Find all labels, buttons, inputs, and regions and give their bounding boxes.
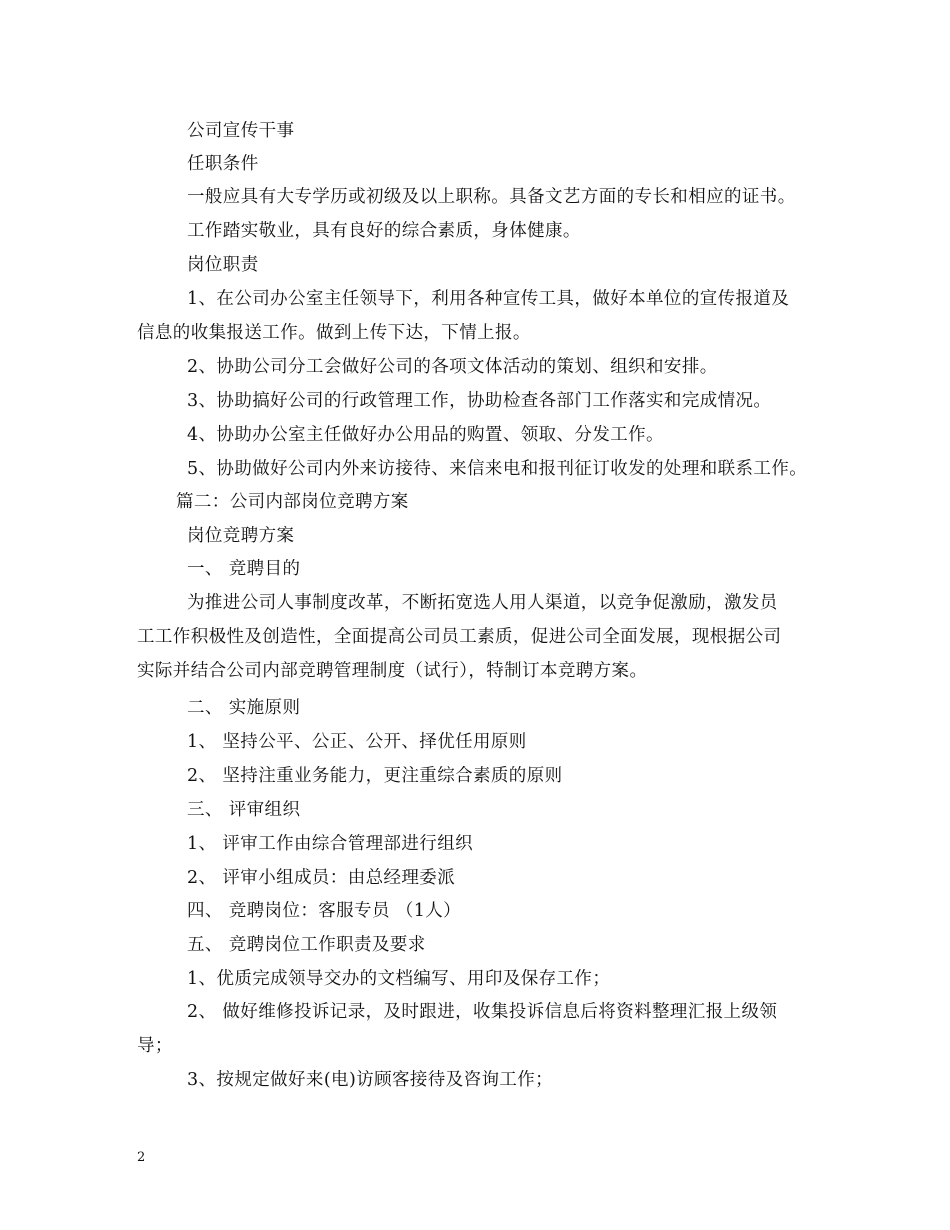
text-line: 5、协助做好公司内外来访接待、来信来电和报刊征订收发的处理和联系工作。 xyxy=(187,459,808,479)
text-line: 3、协助搞好公司的行政管理工作，协助检查各部门工作落实和完成情况。 xyxy=(187,391,772,411)
text-line: 2、协助公司分工会做好公司的各项文体活动的策划、组织和安排。 xyxy=(187,357,718,377)
text-line: 1、 坚持公平、公正、公开、择优任用原则 xyxy=(187,732,527,752)
text-line: 为推进公司人事制度改革，不断拓宽选人用人渠道，以竞争促激励，激发员 xyxy=(187,593,778,613)
text-line: 2、 评审小组成员：由总经理委派 xyxy=(187,868,456,888)
text-line: 1、优质完成领导交办的文档编写、用印及保存工作； xyxy=(187,969,611,989)
text-line: 工工作积极性及创造性，全面提高公司员工素质，促进公司全面发展，现根据公司 xyxy=(137,627,782,647)
text-line: 2、 做好维修投诉记录，及时跟进，收集投诉信息后将资料整理汇报上级领 xyxy=(187,1002,778,1022)
text-line: 四、 竞聘岗位：客服专员 （1人） xyxy=(187,901,462,921)
text-line: 三、 评审组织 xyxy=(187,800,301,820)
text-line: 五、 竞聘岗位工作职责及要求 xyxy=(187,935,426,955)
text-line: 导； xyxy=(137,1036,173,1056)
text-line: 一、 竞聘目的 xyxy=(187,559,301,579)
text-line: 岗位竞聘方案 xyxy=(187,526,295,546)
page-number: 2 xyxy=(137,1150,146,1165)
text-line: 公司宣传干事 xyxy=(187,121,295,141)
text-line: 二、 实施原则 xyxy=(187,698,301,718)
text-line: 1、在公司办公室主任领导下，利用各种宣传工具，做好本单位的宣传报道及 xyxy=(187,289,790,309)
text-line: 2、 坚持注重业务能力，更注重综合素质的原则 xyxy=(187,766,563,786)
text-line: 一般应具有大专学历或初级及以上职称。具备文艺方面的专长和相应的证书。 xyxy=(187,187,796,207)
section-heading: 篇二：公司内部岗位竞聘方案 xyxy=(176,492,409,512)
text-line: 任职条件 xyxy=(187,154,259,174)
text-line: 工作踏实敬业，具有良好的综合素质，身体健康。 xyxy=(187,221,581,241)
text-line: 3、按规定做好来(电)访顾客接待及咨询工作； xyxy=(187,1070,554,1090)
text-line: 4、协助办公室主任做好办公用品的购置、领取、分发工作。 xyxy=(187,425,664,445)
text-line: 1、 评审工作由综合管理部进行组织 xyxy=(187,834,473,854)
text-line: 信息的收集报送工作。做到上传下达，下情上报。 xyxy=(137,323,531,343)
text-line: 实际并结合公司内部竞聘管理制度（试行），特制订本竞聘方案。 xyxy=(137,661,648,681)
text-line: 岗位职责 xyxy=(187,255,259,275)
